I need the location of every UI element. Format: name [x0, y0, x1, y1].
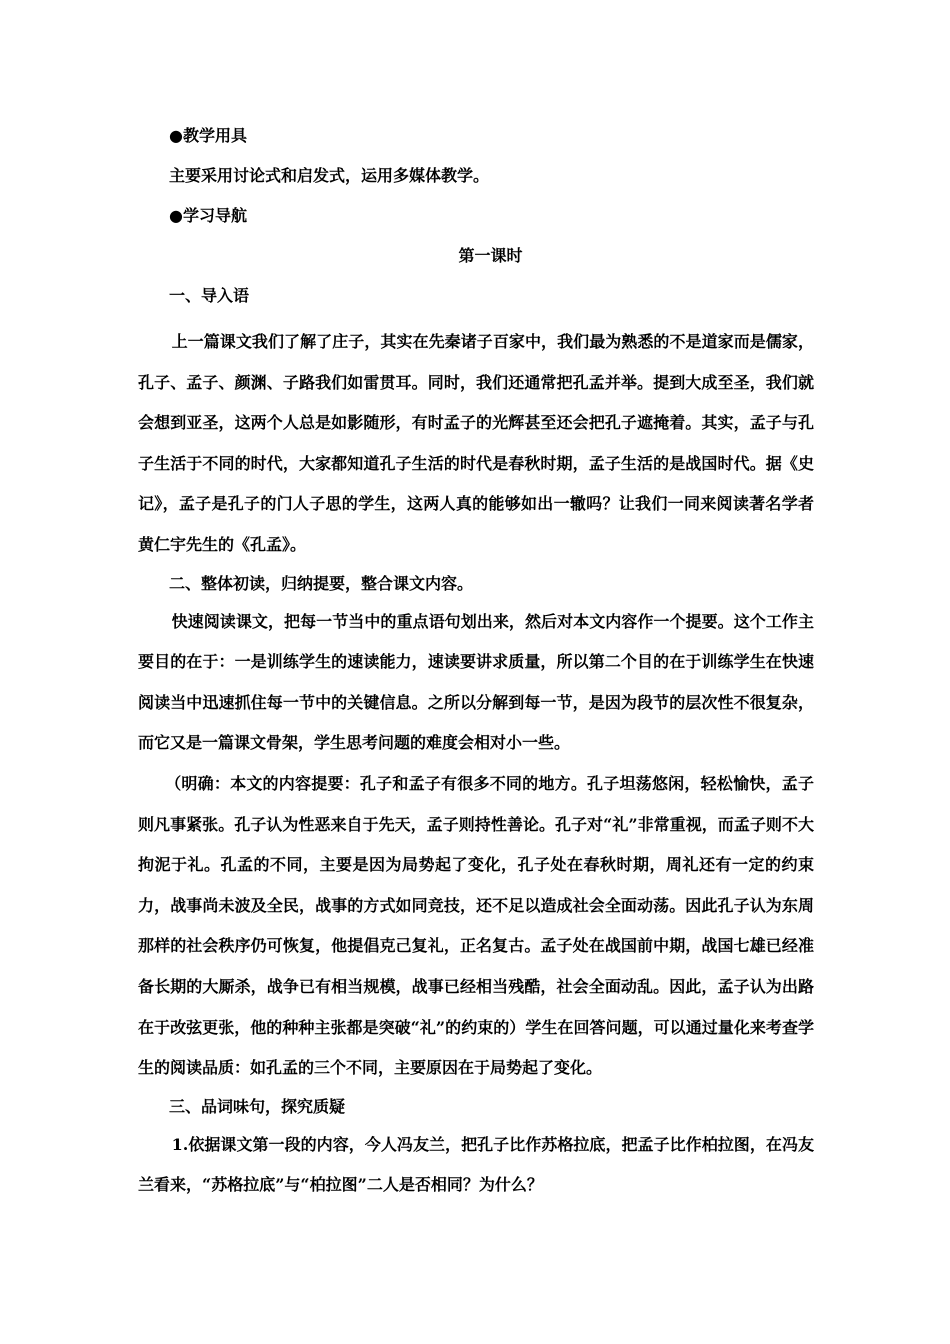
- tools-heading: ●教学用具: [169, 126, 247, 145]
- part3-heading: 三、品词味句，探究质疑: [169, 1096, 346, 1116]
- part1-paragraph: 上一篇课文我们了解了庄子，其实在先秦诸子百家中，我们最为熟悉的不是道家而是儒家，孔子、孟子、颜渊、子路我们如雷贯耳。同时，我们还通常把孔孟并举。提到大成至圣，我们就会想到亚圣，这两个人总是如影随形，有时孟子的光辉甚至还会把孔子遮掩着。其实，孟子与孔子生活于不同的时代，大家都知道孔子生活的时代是春秋时期，孟子生活的是战国时代。据《史记》，孟子是孔子的门人子思的学生，这两人真的能够如出一辙吗？让我们一同来阅读著名学者黄仁宇先生的《孔孟》。: [138, 332, 814, 554]
- part2-answer-paragraph: （明确：本文的内容提要：孔子和孟子有很多不同的地方。孔子坦荡悠闲，轻松愉快，孟子则凡事紧张。孔子认为性恶来自于先天，孟子则持性善论。孔子对“礼”非常重视，而孟子则不大拘泥于礼。孔孟的不同，主要是因为局势起了变化，孔子处在春秋时期，周礼还有一定的约束力，战事尚未波及全民，战事的方式如同竞技，还不足以造成社会全面动荡。因此孔子认为东周那样的社会秩序仍可恢复，他提倡克己复礼，正名复古。孟子处在战国前中期，战国七雄已经准备长期的大厮杀，战争已有相当规模，战事已经相当残酷，社会全面动乱。因此，孟子认为出路在于改弦更张，他的种种主张都是突破“礼”的约束的）学生在回答问题，可以通过量化来考查学生的阅读品质：如孔孟的三个不同，主要原因在于局势起了变化。: [138, 773, 814, 1078]
- lesson-title: 第一课时: [458, 246, 523, 265]
- guide-heading: ●学习导航: [169, 206, 247, 225]
- part2-heading: 二、整体初读，归纳提要，整合课文内容。: [169, 573, 474, 593]
- document-page: [138, 122, 814, 1206]
- part3-question-1: 1.依据课文第一段的内容，今人冯友兰，把孔子比作苏格拉底，把孟子比作柏拉图，在冯友兰看来，“苏格拉底”与“柏拉图”二人是否相同？为什么？: [138, 1134, 814, 1195]
- part2-paragraph: 快速阅读课文，把每一节当中的重点语句划出来，然后对本文内容作一个提要。这个工作主要目的在于：一是训练学生的速读能力，速读要讲求质量，所以第二个目的在于训练学生在快速阅读当中迅速抓住每一节中的关键信息。之所以分解到每一节，是因为段节的层次性不很复杂，而它又是一篇课文骨架，学生思考问题的难度会相对小一些。: [138, 611, 814, 753]
- tools-text: 主要采用讨论式和启发式，运用多媒体教学。: [169, 166, 490, 185]
- part1-heading: 一、导入语: [169, 286, 250, 305]
